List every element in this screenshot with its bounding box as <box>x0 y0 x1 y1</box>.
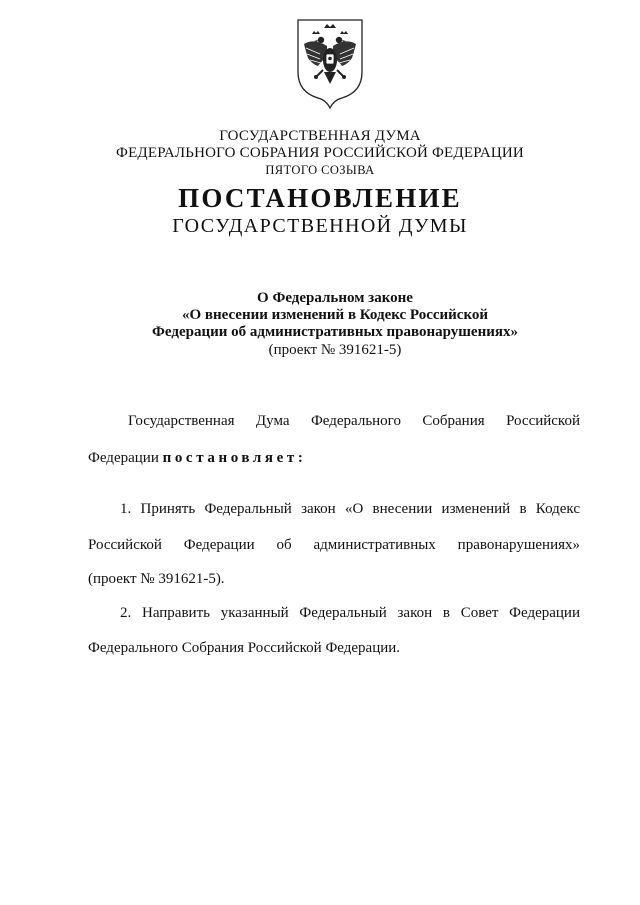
organization-name-line2: ФЕДЕРАЛЬНОГО СОБРАНИЯ РОССИЙСКОЙ ФЕДЕРАЦИИ <box>116 145 524 161</box>
item2-line1: 2. Направить указанный Федеральный закон в Совет Федерации <box>120 605 580 621</box>
decree-word: постановляет: <box>162 450 307 466</box>
preamble-line1: Государственная Дума Федерального Собрания Российской <box>128 413 580 429</box>
item2-line2: Федерального Собрания Российской Федерации. <box>88 640 401 656</box>
item1-line1: 1. Принять Федеральный закон «О внесении изменений в Кодекс <box>120 501 580 517</box>
item1-line2: Российской Федерации об административных правонарушениях» <box>88 537 580 553</box>
organization-name-line1: ГОСУДАРСТВЕННАЯ ДУМА <box>219 128 421 144</box>
subject-project-number: (проект № 391621-5) <box>268 342 402 358</box>
coat-of-arms-icon <box>290 14 370 110</box>
convocation: ПЯТОГО СОЗЫВА <box>265 163 375 177</box>
subject-line3: Федерации об административных правонарушениях» <box>152 324 518 340</box>
preamble-line2-start: Федерации <box>88 450 159 466</box>
preamble-line2 <box>88 450 306 467</box>
item1-line3: (проект № 391621-5). <box>88 571 225 587</box>
subject-line1: О Федеральном законе <box>257 290 413 306</box>
subject-line2: «О внесении изменений в Кодекс Российской <box>181 307 489 323</box>
document-type-title: ПОСТАНОВЛЕНИЕ <box>178 183 462 213</box>
document-issuer-title: ГОСУДАРСТВЕННОЙ ДУМЫ <box>172 215 468 237</box>
